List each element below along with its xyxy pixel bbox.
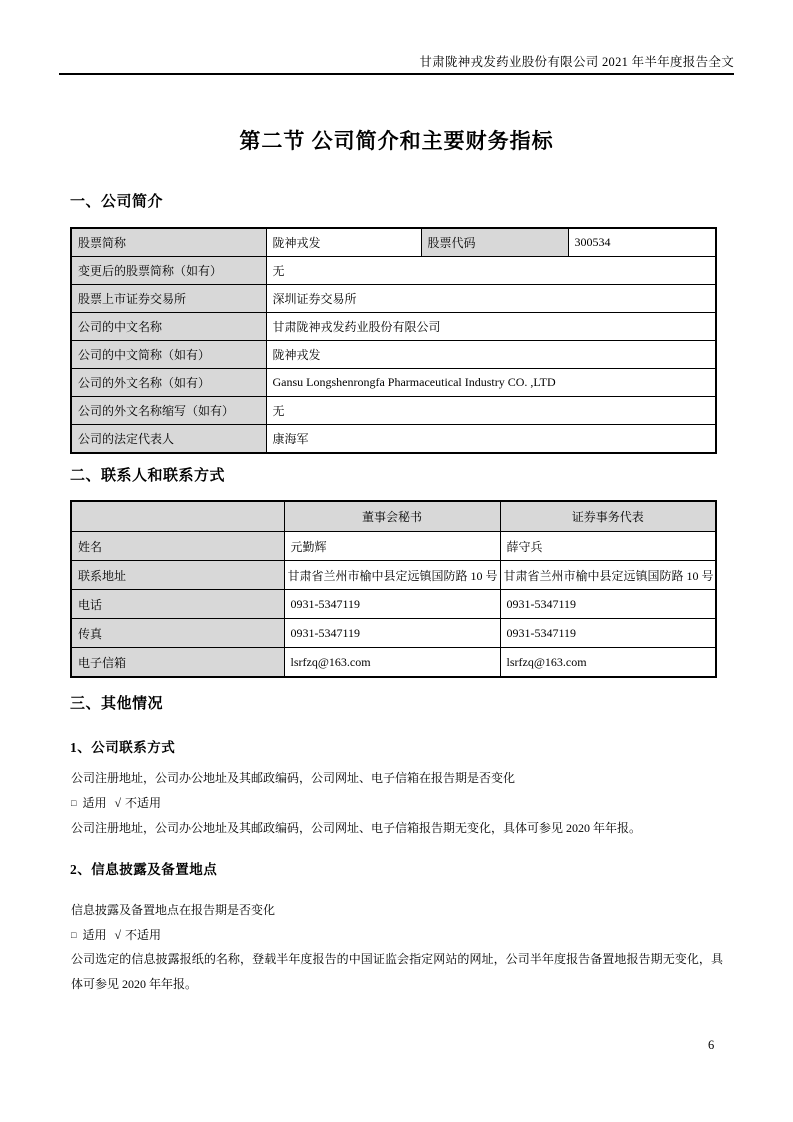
column-header: 证券事务代表	[500, 501, 716, 532]
label-cell: 姓名	[71, 532, 284, 561]
page-title: 第二节 公司简介和主要财务指标	[239, 129, 554, 153]
section-heading-contacts: 二、联系人和联系方式	[70, 468, 226, 484]
check-icon: √	[114, 796, 122, 810]
subsection-heading-contact-method: 1、公司联系方式	[70, 740, 176, 755]
not-apply-label: 不适用	[125, 796, 162, 810]
value-cell: 0931-5347119	[284, 590, 500, 619]
label-cell: 公司的中文名称	[71, 313, 266, 341]
label-cell: 公司的外文名称缩写（如有）	[71, 397, 266, 425]
header-divider	[59, 73, 734, 75]
value-cell: 0931-5347119	[284, 619, 500, 648]
checkbox-unchecked-icon: □	[71, 930, 77, 940]
label-cell: 联系地址	[71, 561, 284, 590]
table-row	[71, 285, 716, 313]
checkbox-unchecked-icon: □	[71, 798, 77, 808]
table-row	[71, 648, 716, 678]
corner-cell	[71, 501, 284, 532]
value-cell: Gansu Longshenrongfa Pharmaceutical Industry CO. ,LTD	[266, 369, 716, 397]
label-cell: 公司的法定代表人	[71, 425, 266, 454]
contacts-table	[70, 500, 717, 678]
value-cell: lsrfzq@163.com	[500, 648, 716, 678]
check-icon: √	[114, 928, 122, 942]
value-cell: 无	[266, 257, 716, 285]
section-heading-company-profile: 一、公司简介	[70, 194, 164, 210]
label-cell: 传真	[71, 619, 284, 648]
label-cell: 电子信箱	[71, 648, 284, 678]
not-apply-label: 不适用	[125, 928, 162, 942]
apply-label: 适用	[82, 796, 107, 810]
value-cell: 0931-5347119	[500, 590, 716, 619]
company-profile-table	[70, 227, 717, 454]
value-cell: 甘肃陇神戎发药业股份有限公司	[266, 313, 716, 341]
section-heading-other: 三、其他情况	[70, 696, 164, 712]
label-cell: 股票上市证券交易所	[71, 285, 266, 313]
value-cell: 陇神戎发	[266, 228, 421, 257]
value-cell: 无	[266, 397, 716, 425]
question-text: 信息披露及备置地点在报告期是否变化	[71, 903, 276, 917]
table-row	[71, 257, 716, 285]
table-row	[71, 397, 716, 425]
table-row	[71, 561, 716, 590]
value-cell: 元勤辉	[284, 532, 500, 561]
value-cell: 康海军	[266, 425, 716, 454]
value-cell: 陇神戎发	[266, 341, 716, 369]
label-cell: 公司的中文简称（如有）	[71, 341, 266, 369]
table-row	[71, 369, 716, 397]
column-header: 董事会秘书	[284, 501, 500, 532]
apply-label: 适用	[82, 928, 107, 942]
subsection-heading-disclosure: 2、信息披露及备置地点	[70, 862, 218, 877]
table-row	[71, 590, 716, 619]
value-cell: 深圳证券交易所	[266, 285, 716, 313]
value-cell: 300534	[568, 228, 716, 257]
page-number: 6	[708, 1038, 715, 1052]
label-cell: 变更后的股票简称（如有）	[71, 257, 266, 285]
value-cell: 甘肃省兰州市榆中县定远镇国防路 10 号	[500, 561, 716, 590]
table-row	[71, 619, 716, 648]
label-cell: 电话	[71, 590, 284, 619]
value-cell: 0931-5347119	[500, 619, 716, 648]
table-row	[71, 532, 716, 561]
value-cell: lsrfzq@163.com	[284, 648, 500, 678]
table-row	[71, 425, 716, 454]
applicability-line	[71, 923, 723, 949]
label-cell: 公司的外文名称（如有）	[71, 369, 266, 397]
table-row	[71, 341, 716, 369]
label-cell: 股票简称	[71, 228, 266, 257]
table-row	[71, 228, 716, 257]
value-cell: 甘肃省兰州市榆中县定远镇国防路 10 号	[284, 561, 500, 590]
table-row	[71, 313, 716, 341]
label-cell: 股票代码	[421, 228, 568, 257]
value-cell: 薛守兵	[500, 532, 716, 561]
question-text: 公司注册地址，公司办公地址及其邮政编码，公司网址、电子信箱在报告期是否变化	[71, 771, 516, 785]
table-header-row	[71, 501, 716, 532]
applicability-line	[71, 791, 723, 817]
answer-text: 公司注册地址，公司办公地址及其邮政编码，公司网址、电子信箱报告期无变化，具体可参见 2020 年年报。	[71, 821, 642, 835]
page-header: 甘肃陇神戎发药业股份有限公司 2021 年半年度报告全文	[419, 55, 734, 69]
answer-text: 公司选定的信息披露报纸的名称，登载半年度报告的中国证监会指定网站的网址，公司半年度报告备置地报告期无变化，具体可参见 2020 年年报。	[71, 952, 723, 991]
